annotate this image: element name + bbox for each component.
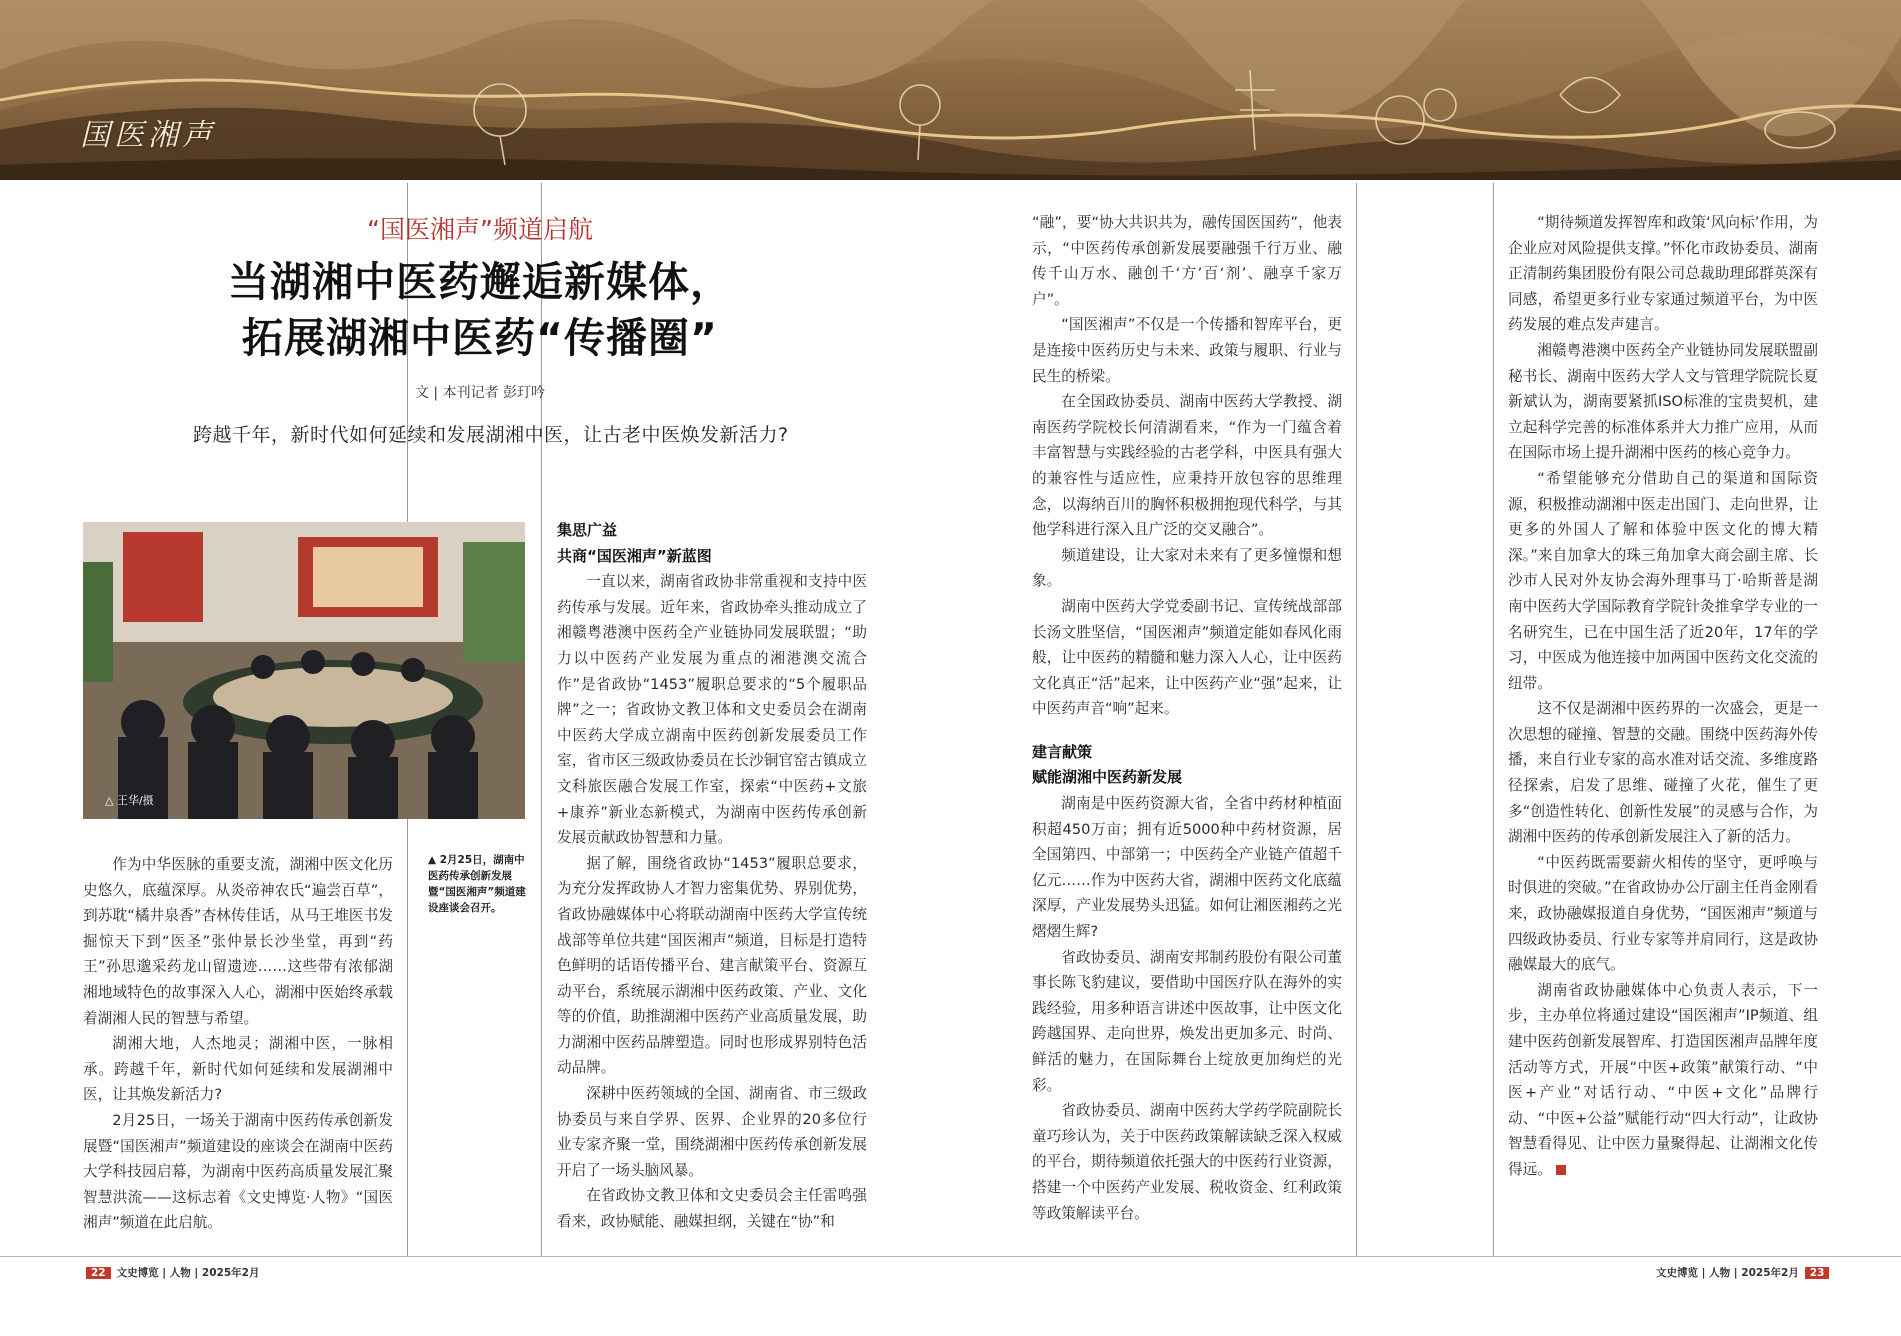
paragraph: 作为中华医脉的重要支流，湖湘中医文化历史悠久，底蕴深厚。从炎帝神农氏“遍尝百草”，到苏耽“橘井泉香”杏林传佳话，从马王堆医书发掘惊天下到“医圣”张仲景长沙坐堂，再到“药王”孙思邈采药龙山留遗迹……这些带有浓郁湖湘地域特色的故事深入人心，湖湘中医始终承载着湖湘人民的智慧与希望。 [83, 856, 393, 1027]
column-rule [1356, 183, 1357, 1256]
ink-landscape-illustration [0, 0, 1901, 180]
end-mark-icon [1556, 1165, 1566, 1175]
lede: 跨越千年，新时代如何延续和发展湖湘中医，让古老中医焕发新活力? [193, 424, 789, 446]
meeting-photo [83, 522, 525, 819]
headline-block [120, 210, 840, 402]
paragraph: 2月25日，一场关于湖南中医药传承创新发展暨“国医湘声”频道建设的座谈会在湖南中医药大学科技园启幕，为湖南中医药高质量发展汇聚智慧洪流——这标志着《文史博览·人物》“国医湘声”频道在此启航。 [83, 1111, 393, 1232]
paragraph: 湖湘大地，人杰地灵；湖湘中医，一脉相承。跨越千年，新时代如何延续和发展湖湘中医，让其焕发新活力? [83, 1035, 393, 1104]
paragraph: 湖南是中医药资源大省，全省中药材种植面积超450万亩；拥有近5000种中药材资源，居全国第四、中部第一；中医药全产业链产值超千亿元……作为中医药大省，湖湘中医药文化底蕴深厚，产业发展势头迅猛。如何让湘医湘药之光熠熠生辉? [1032, 795, 1342, 941]
paragraph: “中医药既需要薪火相传的坚守，更呼唤与时俱进的突破。”在省政协办公厅副主任肖金刚看来，政协融媒报道自身优势，“国医湘声”频道与四级政协委员、行业专家等并肩同行，这是政协融媒最大的底气。 [1508, 853, 1818, 974]
paragraph: 这不仅是湖湘中医药界的一次盛会，更是一次思想的碰撞、智慧的交融。围绕中医药海外传播，来自行业专家的高水准对话交流、多维度路径探索，启发了思维、碰撞了火花，催生了更多“创造性转化、创新性发展”的灵感与合作，为湖湘中医药的传承创新发展注入了新的活力。 [1508, 700, 1818, 846]
paragraph: “国医湘声”不仅是一个传播和智库平台，更是连接中医药历史与未来、政策与履职、行业与民生的桥梁。 [1032, 316, 1342, 385]
page-number-left: 22 [86, 1267, 111, 1279]
subhead: 共商“国医湘声”新蓝图 [557, 546, 712, 565]
paragraph-text: 湖南省政协融媒体中心负责人表示，下一步，主办单位将通过建设“国医湘声”IP频道、组建中医药创新发展智库、打造国医湘声品牌年度活动等方式，开展“中医+政策”献策行动、“中医+产业”对话行动、“中医+文化”品牌行动、“中医+公益”赋能行动“四大行动”，让政协智慧看得见、让中医力量聚得起、让湖湘文化传得远。 [1508, 981, 1818, 1178]
folio-right [1656, 1265, 1835, 1280]
paragraph: 深耕中医药领域的全国、湖南省、市三级政协委员与来自学界、医界、企业界的20多位行业专家齐聚一堂，围绕湖湘中医药传承创新发展开启了一场头脑风暴。 [557, 1085, 867, 1179]
paragraph [1508, 978, 1818, 1183]
subhead: 建言献策 [1032, 742, 1093, 761]
paragraph: 在省政协文教卫体和文史委员会主任雷鸣强看来，政协赋能、融媒担纲，关键在“协”和 [557, 1187, 867, 1231]
paragraph: 据了解，围绕省政协“1453”履职总要求，为充分发挥政协人才智力密集优势、界别优势，省政协融媒体中心将联动湖南中医药大学宣传统战部等单位共建“国医湘声”频道，目标是打造特色鲜明的话语传播平台、建言献策平台、资源互动平台，系统展示湖湘中医药政策、产业、文化等的价值，助推湖湘中医药产业高质量发展，助力湖湘中医药品牌塑造。同时也形成界别特色活动品牌。 [557, 854, 867, 1077]
paragraph: “期待频道发挥智库和政策‘风向标’作用，为企业应对风险提供支撑。”怀化市政协委员、湖南正清制药集团股份有限公司总裁助理邱群英深有同感，希望更多行业专家通过频道平台，为中医药发展的难点发声建言。 [1508, 214, 1818, 334]
section-title: 国医湘声 [80, 118, 216, 153]
paragraph: 省政协委员、湖南中医药大学药学院副院长童巧珍认为，关于中医药政策解读缺乏深入权威的平台，期待频道依托强大的中医药行业资源，搭建一个中医药产业发展、税收资金、红利政策等政策解读平台。 [1032, 1102, 1342, 1222]
headline-line-2: 拓展湖湘中医药“传播圈” [242, 314, 718, 362]
page-number-right: 23 [1805, 1267, 1830, 1279]
paragraph: 湘赣粤港澳中医药全产业链协同发展联盟副秘书长、湖南中医药大学人文与管理学院院长夏新斌认为，湖南要紧抓ISO标准的宝贵契机，建立起科学完善的标准体系并大力推广应用，从而在国际市场上提升湖湘中医药的核心竞争力。 [1508, 341, 1818, 462]
byline: 文 | 本刊记者 彭玎吟 [414, 385, 546, 401]
headline-line-1: 当湖湘中医药邂逅新媒体， [228, 258, 732, 306]
paragraph: 频道建设，让大家对未来有了更多憧憬和想象。 [1032, 546, 1342, 590]
subhead: 赋能湖湘中医药新发展 [1032, 768, 1183, 787]
column-2 [557, 518, 867, 1235]
paragraph: 省政协委员、湖南安邦制药股份有限公司董事长陈飞豹建议，要借助中国医疗队在海外的实践经验，用多种语言讲述中医故事，让中医文化跨越国界、走向世界，焕发出更加多元、时尚、鲜活的魅力，在国际舞台上绽放更加绚烂的光彩。 [1032, 948, 1342, 1094]
paragraph: “希望能够充分借助自己的渠道和国际资源，积极推动湖湘中医走出国门、走向世界，让更多的外国人了解和体验中医文化的博大精深。”来自加拿大的珠三角加拿大商会副主席、长沙市人民对外友协会海外理事马丁·哈斯普是湖南中医药大学国际教育学院针灸推拿学专业的一名研究生，已在中国生活了近20年，17年的学习，中医成为他连接中加两国中医药文化交流的纽带。 [1508, 469, 1818, 692]
paragraph: 在全国政协委员、湖南中医药大学教授、湖南医药学院校长何清湖看来，“作为一门蕴含着丰富智慧与实践经验的古老学科，中医具有强大的兼容性与适应性，应秉持开放包容的思维理念，以海纳百川的胸怀积极拥抱现代科学，与其他学科进行深入且广泛的交叉融合”。 [1032, 393, 1342, 539]
paragraph: “融”，要“协大共识共为，融传国医国药”，他表示，“中医药传承创新发展要融强千行万业、融传千山万水、融创千‘方’百‘剂’、融享千家万户”。 [1032, 214, 1342, 308]
kicker: “国医湘声”频道启航 [367, 215, 593, 244]
footer-rule [0, 1256, 1901, 1257]
subhead: 集思广益 [557, 521, 618, 539]
column-3 [1032, 210, 1342, 1226]
photo-credit: △ 王华/摄 [105, 794, 154, 807]
paragraph: 一直以来，湖南省政协非常重视和支持中医药传承与发展。近年来，省政协牵头推动成立了湘赣粤港澳中医药全产业链协同发展联盟；“助力以中医药产业发展为重点的湘港澳交流合作”是省政协“1453”履职总要求的“5个履职品牌”之一；省政协文教卫体和文史委员会在湖南中医药大学成立湖南中医药创新发展委员工作室，省市区三级政协委员在长沙铜官窑古镇成立文科旅医融合发展工作室，探索“中医药+文旅+康养”新业态新模式，为湖南中医药传承创新发展贡献政协智慧和力量。 [557, 573, 867, 847]
folio-left [80, 1265, 259, 1280]
folio-text-right: 文史博览 | 人物 | 2025年2月 [1656, 1267, 1799, 1279]
photo-caption: ▲ 2月25日，湖南中医药传承创新发展暨“国医湘声”频道建设座谈会召开。 [428, 854, 526, 914]
folio-text-left: 文史博览 | 人物 | 2025年2月 [116, 1267, 260, 1279]
column-4 [1508, 210, 1818, 1183]
column-rule [1493, 183, 1494, 1256]
column-1 [83, 852, 393, 1236]
paragraph: 湖南中医药大学党委副书记、宣传统战部部长汤文胜坚信，“国医湘声”频道定能如春风化雨般，让中医药的精髓和魅力深入人心，让中医药文化真正“活”起来，让中医药产业“强”起来，让中医药声音“响”起来。 [1032, 597, 1342, 718]
header-banner [0, 0, 1901, 180]
